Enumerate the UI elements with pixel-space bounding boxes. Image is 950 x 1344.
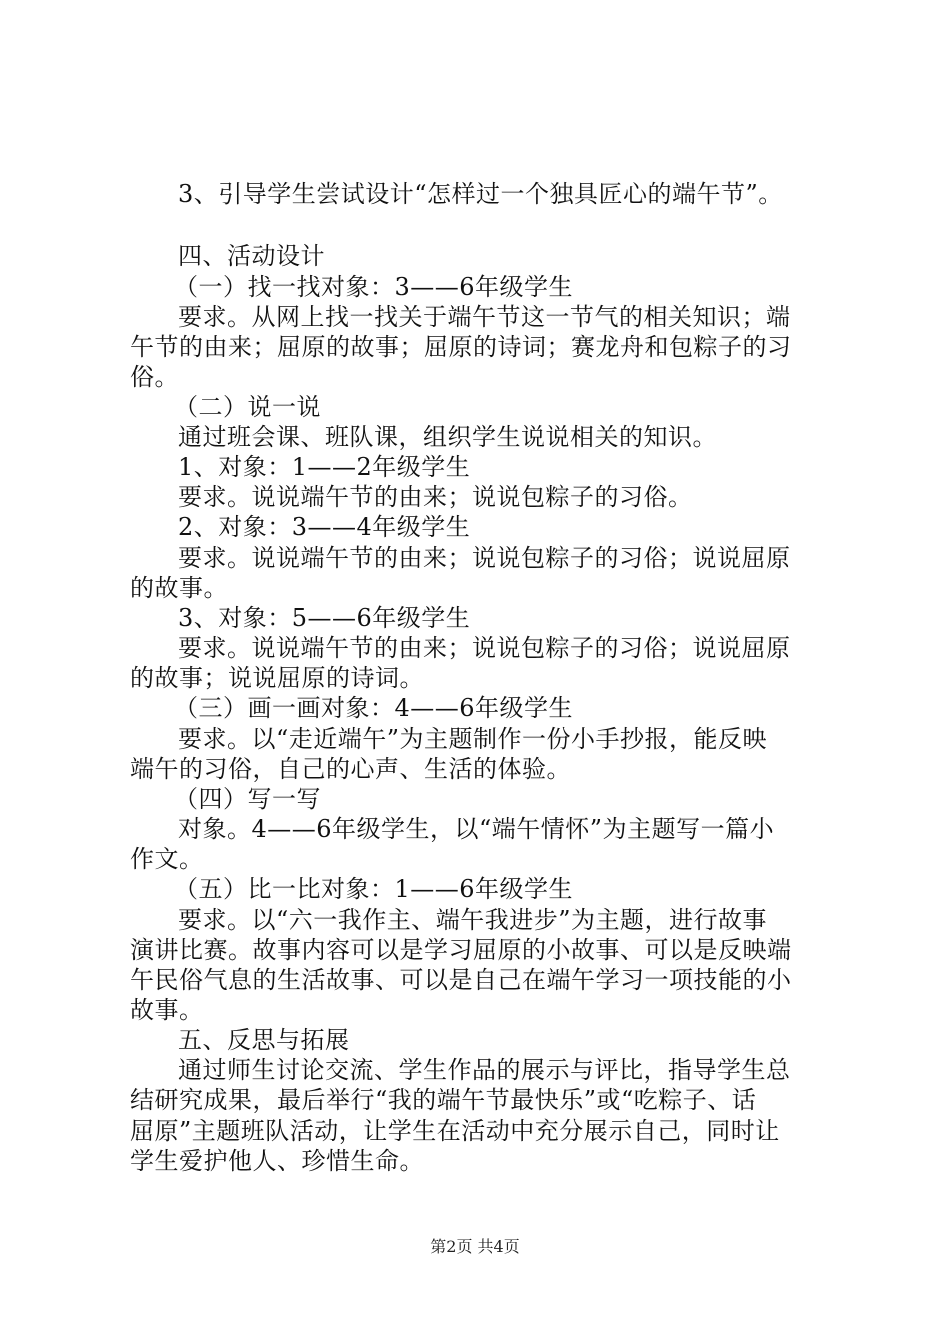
text-line: 3、对象：5——6年级学生 [178, 604, 471, 632]
section-heading: 四、活动设计 [178, 242, 325, 270]
text-line: 结研究成果，最后举行“我的端午节最快乐”或“吃粽子、话 [130, 1086, 757, 1114]
text-line: 1、对象：1——2年级学生 [178, 453, 471, 481]
text-line: 要求。以“走近端午”为主题制作一份小手抄报，能反映 [178, 725, 768, 753]
text-line: 学生爱护他人、珍惜生命。 [130, 1147, 424, 1175]
subsection-heading: （五）比一比对象：1——6年级学生 [174, 875, 574, 903]
text-line: 通过班会课、班队课，组织学生说说相关的知识。 [178, 423, 717, 451]
text-line: 午民俗气息的生活故事、可以是自己在端午学习一项技能的小 [130, 966, 792, 994]
text-line: 的故事；说说屈原的诗词。 [130, 664, 424, 692]
page-number-footer: 第2页 共4页 [430, 1237, 520, 1256]
text-line: 作文。 [130, 845, 204, 873]
text-line: 要求。说说端午节的由来；说说包粽子的习俗；说说屈原 [178, 544, 791, 572]
text-line: 2、对象：3——4年级学生 [178, 513, 471, 541]
text-line: 俗。 [130, 363, 179, 391]
text-line: 屈原”主题班队活动，让学生在活动中充分展示自己，同时让 [130, 1117, 780, 1145]
subsection-heading: （三）画一画对象：4——6年级学生 [174, 694, 574, 722]
subsection-heading: （二）说一说 [174, 393, 321, 421]
text-line: 要求。说说端午节的由来；说说包粽子的习俗。 [178, 483, 693, 511]
subsection-heading: （一）找一找对象：3——6年级学生 [174, 273, 574, 301]
text-line: 要求。说说端午节的由来；说说包粽子的习俗；说说屈原 [178, 634, 791, 662]
text-line: 要求。以“六一我作主、端午我进步”为主题，进行故事 [178, 906, 768, 934]
text-line: 3、引导学生尝试设计“怎样过一个独具匠心的端午节”。 [178, 180, 783, 208]
text-line: 通过师生讨论交流、学生作品的展示与评比，指导学生总 [178, 1056, 791, 1084]
text-line: 午节的由来；屈原的故事；屈原的诗词；赛龙舟和包粽子的习 [130, 333, 792, 361]
subsection-heading: （四）写一写 [174, 785, 321, 813]
text-line: 的故事。 [130, 574, 228, 602]
text-line: 对象。4——6年级学生，以“端午情怀”为主题写一篇小 [178, 815, 775, 843]
text-line: 演讲比赛。故事内容可以是学习屈原的小故事、可以是反映端 [130, 936, 792, 964]
text-line: 要求。从网上找一找关于端午节这一节气的相关知识；端 [178, 303, 791, 331]
section-heading: 五、反思与拓展 [178, 1026, 350, 1054]
text-line: 故事。 [130, 996, 204, 1024]
text-line: 端午的习俗，自己的心声、生活的体验。 [130, 755, 571, 783]
